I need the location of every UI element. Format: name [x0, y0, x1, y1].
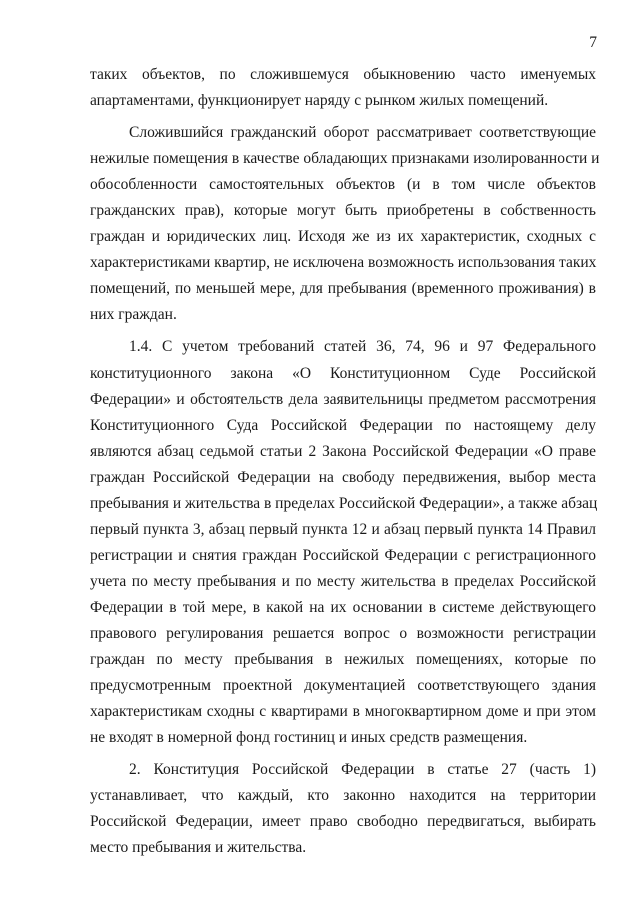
text-line: граждан по месту пребывания в нежилых помещениях, которые по	[90, 651, 596, 669]
page-number: 7	[589, 34, 597, 51]
text-line: предусмотренным проектной документацией соответствующего здания	[90, 677, 596, 695]
text-line: характеристикам сходны с квартирами в многоквартирном доме и при этом	[90, 703, 596, 721]
text-line: Сложившийся гражданский оборот рассматривает соответствующие	[129, 124, 596, 142]
text-line: регистрации и снятия граждан Российской Федерации с регистрационного	[90, 546, 596, 564]
paragraph-1	[90, 62, 596, 114]
text-line: обособленности самостоятельных объектов (и в том числе объектов	[90, 176, 596, 194]
text-line: таких объектов, по сложившемуся обыкновению часто именуемых	[90, 66, 596, 83]
text-line: характеристиками квартир, не исключена возможность использования таких	[90, 254, 597, 272]
text-line: граждан Российской Федерации на свободу передвижения, выбор места	[90, 468, 596, 486]
document-body	[90, 62, 600, 861]
text-line: конституционного закона «О Конституционном Суде Российской	[90, 364, 596, 382]
text-line: гражданских прав), которые могут быть приобретены в собственность	[90, 202, 596, 220]
text-line: первый пункта 3, абзац первый пункта 12 и абзац первый пункта 14 Правил	[90, 520, 596, 538]
paragraph-2	[90, 120, 600, 328]
text-line: апартаментами, функционирует наряду с рынком жилых помещений.	[90, 92, 549, 110]
text-line: Федерации в той мере, в какой на их основании в системе действующего	[90, 598, 596, 616]
text-line: граждан и юридических лиц. Исходя же из их характеристик, сходных с	[90, 228, 596, 246]
text-line: помещений, по меньшей мере, для пребывания (временного проживания) в	[90, 280, 596, 298]
text-line: устанавливает, что каждый, кто законно находится на территории	[90, 787, 596, 805]
text-line: учета по месту пребывания и по месту жительства в пределах Российской	[90, 572, 596, 590]
text-line: 2. Конституция Российской Федерации в статье 27 (часть 1)	[129, 761, 596, 779]
paragraph-4	[90, 757, 596, 861]
text-line: место пребывания и жительства.	[90, 839, 307, 857]
text-line: Федерации» и обстоятельств дела заявительницы предметом рассмотрения	[90, 390, 596, 408]
text-line: правового регулирования решается вопрос о возможности регистрации	[90, 624, 596, 642]
text-line: нежилые помещения в качестве обладающих признаками изолированности и	[90, 150, 600, 168]
text-line: 1.4. С учетом требований статей 36, 74, 96 и 97 Федерального	[129, 338, 596, 356]
text-line: являются абзац седьмой статьи 2 Закона Российской Федерации «О праве	[90, 442, 596, 460]
text-line: Российской Федерации, имеет право свободно передвигаться, выбирать	[90, 813, 596, 831]
text-line: не входят в номерной фонд гостиниц и иных средств размещения.	[90, 729, 528, 747]
paragraph-3	[90, 334, 596, 751]
text-line: них граждан.	[90, 306, 177, 324]
text-line: пребывания и жительства в пределах Российской Федерации», а также абзац	[90, 494, 598, 512]
text-line: Конституционного Суда Российской Федерации по настоящему делу	[90, 416, 596, 434]
